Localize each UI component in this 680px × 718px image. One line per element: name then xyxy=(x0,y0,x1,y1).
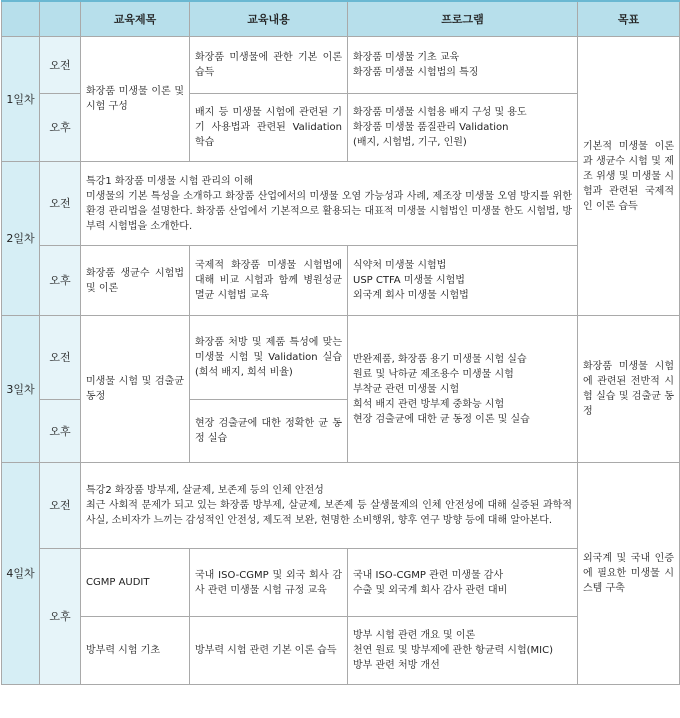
header-day xyxy=(2,1,40,37)
program-line: 방부 시험 관련 개요 및 이론 xyxy=(353,630,476,641)
special-lecture-title: 특강2 화장품 방부제, 살균제, 보존제 등의 인체 안전성 xyxy=(86,485,324,496)
day4-pm2-title: 방부력 시험 기초 xyxy=(81,617,190,685)
day2-pm-content: 국제적 화장품 미생물 시험법에 대해 비교 시험과 함께 병원성균 멸균 시험법 교육 xyxy=(190,246,348,316)
special-lecture-title: 특강1 화장품 미생물 시험 관리의 이해 xyxy=(86,175,254,187)
day2-pm-title: 화장품 생균수 시험법 및 이론 xyxy=(81,246,190,316)
day3-title: 미생물 시험 및 검출균 동정 xyxy=(81,316,190,463)
day2-pm-label: 오후 xyxy=(40,246,81,316)
special-lecture-text: 미생물의 기본 특성을 소개하고 화장품 산업에서의 미생물 오염 가능성과 사례, 제조장 미생물 오염 방지를 위한 환경 관리법을 설명한다. 화장품 산업에서 기본적으로 활용되는 대표적 미생물 시험법인 미생물 한도 시험법, 방부력 시험법을 소개한다. xyxy=(86,190,572,232)
day3-label: 3일차 xyxy=(2,316,40,463)
curriculum-table xyxy=(1,0,680,685)
day3-am-content: 화장품 처방 및 제품 특성에 맞는 미생물 시험 및 Validation 실습 (희석 배지, 희석 비율) xyxy=(190,316,348,400)
day2-label: 2일차 xyxy=(2,162,40,316)
day2-special-lecture xyxy=(81,162,578,246)
header-half xyxy=(40,1,81,37)
day4-special-lecture xyxy=(81,463,578,549)
program-line: (배지, 시험법, 기구, 인원) xyxy=(353,137,467,148)
day3-pm-content: 현장 검출균에 대한 정확한 균 동정 실습 xyxy=(190,400,348,463)
day4-pm-label: 오후 xyxy=(40,549,81,685)
day1-title: 화장품 미생물 이론 및 시험 구성 xyxy=(81,37,190,162)
day1-am-program xyxy=(348,37,578,94)
goal-4: 외국계 및 국내 인증에 필요한 미생물 시스템 구축 xyxy=(578,463,680,685)
day4-pm1-program xyxy=(348,549,578,617)
special-lecture-text: 최근 사회적 문제가 되고 있는 화장품 방부제, 살균제, 보존제 등 살생물제의 인체 안전성에 대해 실증된 과학적 사실, 소비자가 느끼는 감성적인 안전성, 제도적 보완, 현명한 소비행위, 향후 연구 방향 등에 대해 알아본다. xyxy=(86,500,572,526)
program-line: 방부 관련 처방 개선 xyxy=(353,660,440,671)
goal-3: 화장품 미생물 시험에 관련된 전반적 시험 실습 및 검출균 동정 xyxy=(578,316,680,463)
day1-label: 1일차 xyxy=(2,37,40,162)
day1-pm-content: 배지 등 미생물 시험에 관련된 기기 사용법과 관련된 Validation 학습 xyxy=(190,94,348,162)
header-program: 프로그램 xyxy=(348,1,578,37)
goal-1: 기본적 미생물 이론과 생균수 시험 및 제조 위생 및 미생물 시험과 관련된 국제적인 이론 습득 xyxy=(578,37,680,316)
day1-am-row xyxy=(2,37,680,94)
program-line: 희석 배지 관련 방부제 중화능 시험 xyxy=(353,398,505,410)
day3-pm-label: 오후 xyxy=(40,400,81,463)
header-row xyxy=(2,1,680,37)
day4-pm2-program xyxy=(348,617,578,685)
day4-am-row xyxy=(2,463,680,549)
program-line: 외국계 회사 미생물 시험법 xyxy=(353,290,469,301)
day1-am-label: 오전 xyxy=(40,37,81,94)
day3-am-row xyxy=(2,316,680,400)
program-line: 현장 검출균에 대한 균 동정 이론 및 실습 xyxy=(353,413,530,425)
day4-pm1-content: 국내 ISO-CGMP 및 외국 회사 감사 관련 미생물 시험 규정 교육 xyxy=(190,549,348,617)
program-line: USP CTFA 미생물 시험법 xyxy=(353,275,465,286)
day4-pm2-content: 방부력 시험 관련 기본 이론 습득 xyxy=(190,617,348,685)
program-line: 화장품 미생물 품질관리 Validation xyxy=(353,122,509,133)
day2-am-label: 오전 xyxy=(40,162,81,246)
program-line: 천연 원료 및 방부제에 관한 항균력 시험(MIC) xyxy=(353,645,553,656)
day4-label: 4일차 xyxy=(2,463,40,685)
day1-am-content: 화장품 미생물에 관한 기본 이론 습득 xyxy=(190,37,348,94)
day3-program xyxy=(348,316,578,463)
day4-pm1-title: CGMP AUDIT xyxy=(81,549,190,617)
program-line: 부착균 관련 미생물 시험 xyxy=(353,383,460,395)
program-line: 화장품 미생물 기초 교육 xyxy=(353,52,460,63)
header-goal: 목표 xyxy=(578,1,680,37)
day1-pm-label: 오후 xyxy=(40,94,81,162)
day3-am-label: 오전 xyxy=(40,316,81,400)
program-line: 국내 ISO-CGMP 관련 미생물 감사 xyxy=(353,569,504,581)
header-title: 교육제목 xyxy=(81,1,190,37)
program-line: 화장품 미생물 시험용 배지 구성 및 용도 xyxy=(353,107,527,118)
day1-pm-program xyxy=(348,94,578,162)
day2-pm-program xyxy=(348,246,578,316)
program-line: 원료 및 낙하균 제조용수 미생물 시험 xyxy=(353,368,514,380)
program-line: 화장품 미생물 시험법의 특징 xyxy=(353,67,479,78)
day4-am-label: 오전 xyxy=(40,463,81,549)
program-line: 반완제품, 화장품 용기 미생물 시험 실습 xyxy=(353,353,527,365)
program-line: 수출 및 외국계 회사 감사 관련 대비 xyxy=(353,584,508,596)
header-content: 교육내용 xyxy=(190,1,348,37)
program-line: 식약처 미생물 시험법 xyxy=(353,260,447,271)
